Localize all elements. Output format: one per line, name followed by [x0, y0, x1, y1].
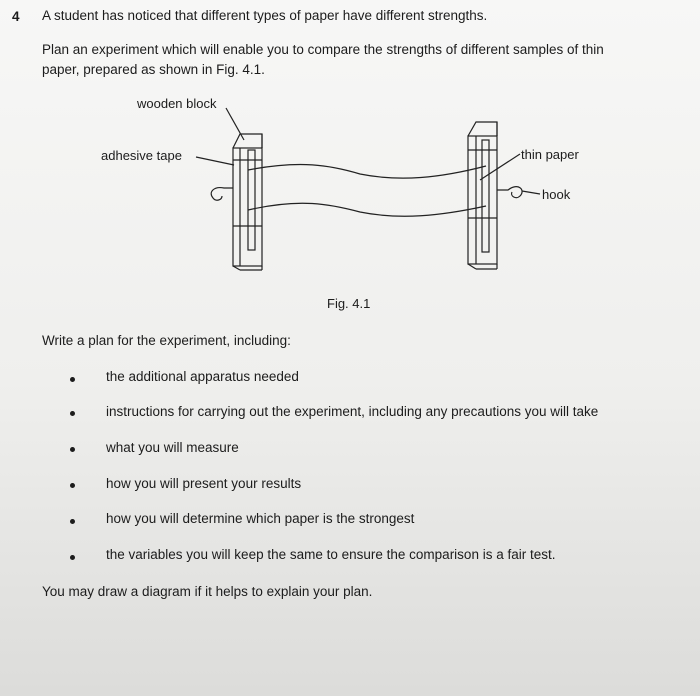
left-adhesive-tape — [233, 150, 262, 250]
question-number: 4 — [12, 9, 20, 24]
label-wooden-block: wooden block — [137, 96, 217, 111]
bullet-dot — [70, 483, 75, 488]
plan-text-line-2: paper, prepared as shown in Fig. 4.1. — [42, 62, 265, 77]
label-hook: hook — [542, 187, 571, 202]
list-item-text: instructions for carrying out the experiment, including any precautions you will take — [106, 404, 599, 419]
list-item-text: the additional apparatus needed — [106, 369, 299, 384]
bullet-dot — [70, 377, 75, 382]
list-item-text: how you will determine which paper is the strongest — [106, 511, 415, 526]
leader-adhesive-tape — [196, 157, 234, 165]
label-thin-paper: thin paper — [521, 147, 579, 162]
leader-hook — [522, 191, 540, 194]
plan-text-line-1: Plan an experiment which will enable you to compare the strengths of different samples of thin — [42, 42, 604, 57]
footer-text: You may draw a diagram if it helps to explain your plan. — [42, 584, 373, 599]
right-adhesive-tape — [468, 140, 497, 252]
list-item-text: what you will measure — [106, 440, 239, 455]
label-adhesive-tape: adhesive tape — [101, 148, 182, 163]
instruction-text: Write a plan for the experiment, including: — [42, 333, 291, 348]
left-hook — [211, 188, 233, 201]
list-item-text: the variables you will keep the same to ensure the comparison is a fair test. — [106, 547, 556, 562]
bullet-dot — [70, 519, 75, 524]
leader-thin-paper — [480, 154, 520, 180]
figure-caption: Fig. 4.1 — [327, 296, 371, 311]
thin-paper-strip — [248, 164, 486, 178]
list-item-text: how you will present your results — [106, 476, 302, 491]
bullet-dot — [70, 447, 75, 452]
leader-wooden-block — [226, 108, 244, 140]
bullet-dot — [70, 411, 75, 416]
right-hook — [497, 187, 522, 198]
bullet-dot — [70, 555, 75, 560]
question-intro: A student has noticed that different types of paper have different strengths. — [42, 8, 488, 23]
